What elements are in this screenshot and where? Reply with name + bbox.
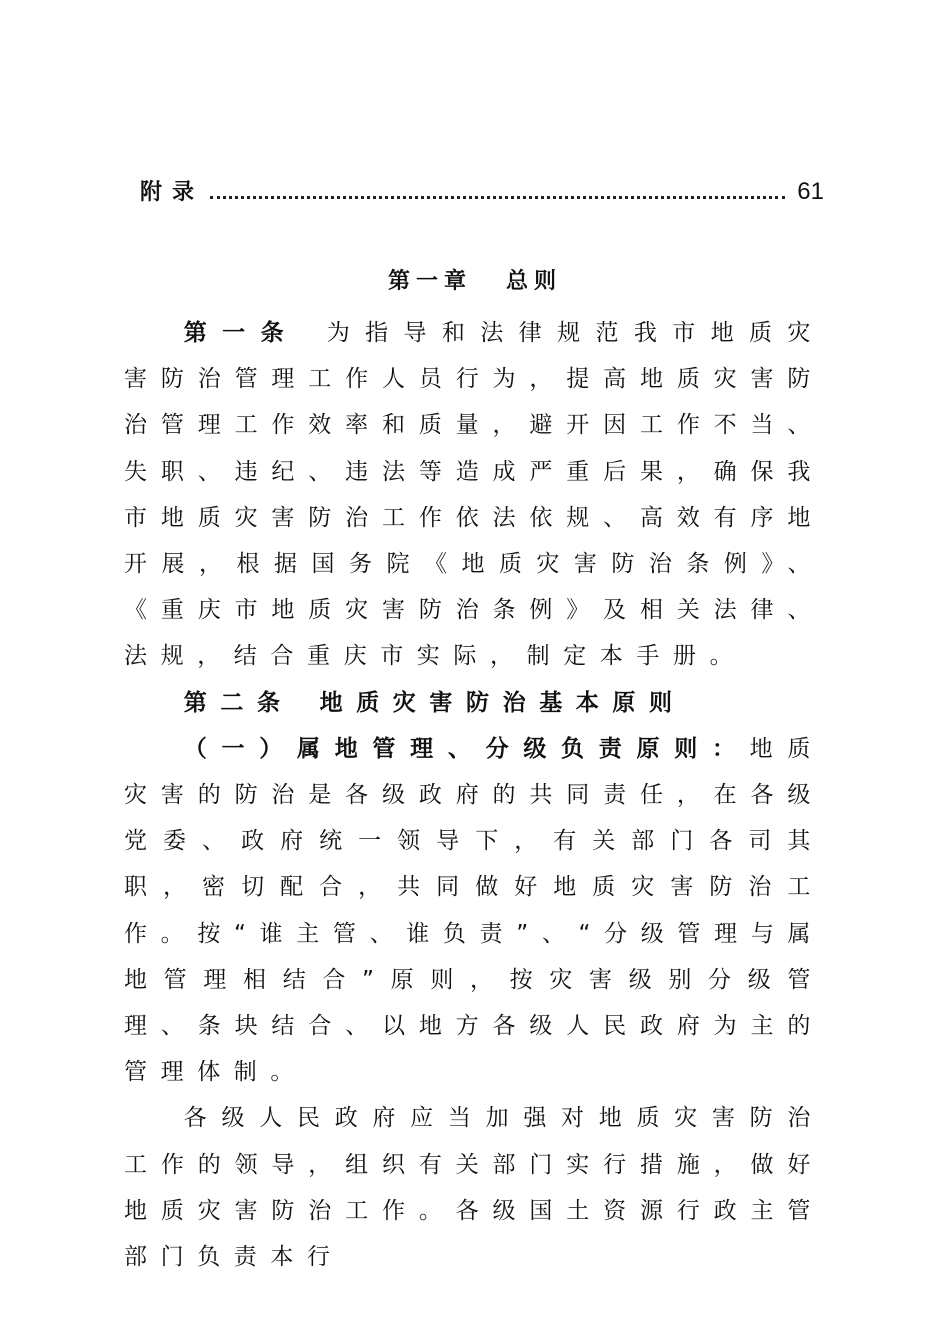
- article-1-text: 为指导和法律规范我市地质灾害防治管理工作人员行为，提高地质灾害防治管理工作效率和质量，避开因工作不当、失职、违纪、违法等造成严重后果，确保我市地质灾害防治工作依法依规、高效有序地开展，根据国务院《地质灾害防治条例》、《重庆市地质灾害防治条例》及相关法律、法规，结合重庆市实际，制定本手册。: [124, 320, 824, 670]
- paragraph-3: [124, 1095, 824, 1280]
- toc-entry-appendix[interactable]: [140, 172, 824, 206]
- toc-entry-label: 附录: [140, 180, 205, 205]
- chapter-name: 总则: [506, 269, 563, 294]
- article-2-title: 地质灾害防治基本原则: [319, 689, 686, 716]
- article-1-paragraph: [124, 310, 824, 680]
- principle-1-text: 地质灾害的防治是各级政府的共同责任，在各级党委、政府统一领导下，有关部门各司其职，密切配合，共同做好地质灾害防治工作。按“谁主管、谁负责”、“分级管理与属地管理相结合”原则，按灾害级别分级管理、条块结合、以地方各级人民政府为主的管理体制。: [124, 735, 824, 1086]
- chapter-number: 第一章: [387, 269, 472, 294]
- principle-1-paragraph: [124, 726, 824, 1096]
- body-text: [124, 310, 824, 1280]
- chapter-title: [0, 264, 950, 295]
- paragraph-3-text: 各级人民政府应当加强对地质灾害防治工作的领导，组织有关部门实行措施，做好地质灾害防治工作。各级国土资源行政主管部门负责本行: [124, 1105, 824, 1271]
- article-1-label: 第一条: [183, 320, 299, 346]
- article-2-heading: [124, 680, 824, 726]
- article-2-label: 第二条: [183, 689, 294, 716]
- principle-1-label: （一）属地管理、分级负责原则：: [183, 735, 750, 762]
- toc-entry-page-number: 61: [797, 178, 824, 205]
- toc-dot-leader: [210, 196, 785, 199]
